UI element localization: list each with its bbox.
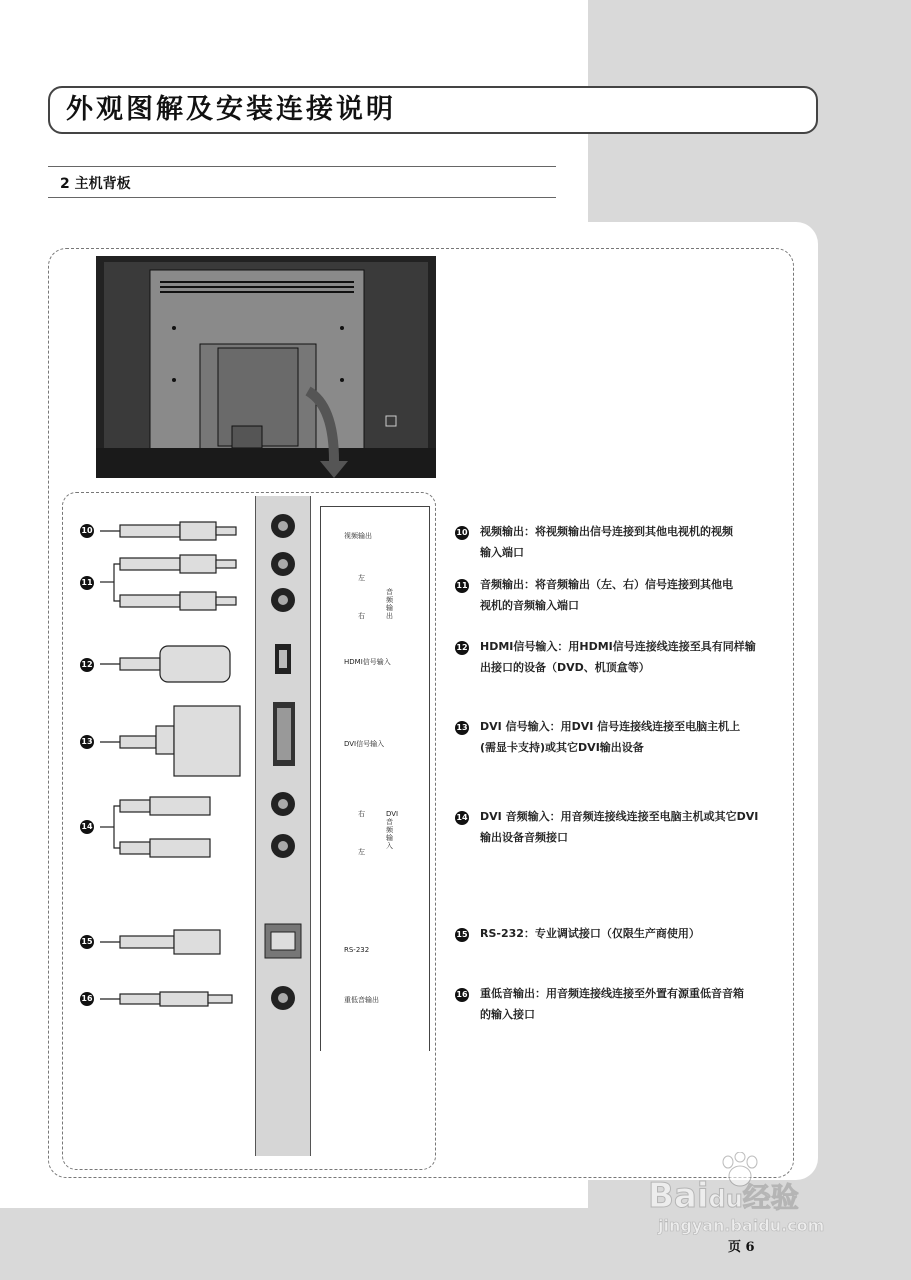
- label-dvi-audio-left: 左: [358, 848, 365, 856]
- page-number: 页 6: [728, 1240, 755, 1255]
- section-rule-bottom: [48, 197, 556, 198]
- label-dvi-in: DVI信号输入: [344, 740, 385, 748]
- section-title: 2 主机背板: [60, 176, 131, 192]
- desc-number-16: 16: [455, 988, 469, 1002]
- callout-number-16: 16: [80, 992, 94, 1006]
- callout-number-11: 11: [80, 576, 94, 590]
- label-audio-right: 右: [358, 612, 365, 620]
- label-subwoofer-out: 重低音输出: [344, 996, 379, 1004]
- desc-number-14: 14: [455, 811, 469, 825]
- section-rule-top: [48, 166, 556, 167]
- panel-ports: [255, 496, 311, 1016]
- baidu-jingyan-watermark: Baidu经验 jingyan.baidu.com: [640, 1150, 860, 1240]
- label-dvi-audio-in: DVI音频输入: [386, 810, 399, 850]
- desc-number-13: 13: [455, 721, 469, 735]
- label-rs232: RS-232: [344, 946, 370, 954]
- desc-dvi-audio-input: DVI 音频输入：用音频连接线连接至电脑主机或其它DVI 输出设备音频接口: [480, 810, 759, 844]
- desc-number-10: 10: [455, 526, 469, 540]
- desc-video-output: 视频输出：将视频输出信号连接到其他电视机的视频 输入端口: [480, 525, 733, 559]
- label-hdmi-in: HDMI信号输入: [344, 658, 391, 666]
- cable-illustrations: [100, 500, 250, 1020]
- label-audio-left: 左: [358, 574, 365, 582]
- label-audio-out: 音频输出: [386, 588, 393, 620]
- callout-number-13: 13: [80, 735, 94, 749]
- desc-subwoofer-output: 重低音输出：用音频连接线连接至外置有源重低音音箱 的输入接口: [480, 987, 744, 1021]
- desc-rs232: RS-232：专业调试接口（仅限生产商使用）: [480, 927, 700, 940]
- desc-number-11: 11: [455, 579, 469, 593]
- callout-number-14: 14: [80, 820, 94, 834]
- label-video-out: 视频输出: [344, 532, 372, 540]
- callout-number-15: 15: [80, 935, 94, 949]
- desc-number-15: 15: [455, 928, 469, 942]
- tv-back-illustration: [96, 256, 436, 478]
- port-label-card: [320, 506, 430, 1051]
- desc-hdmi-input: HDMI信号输入：用HDMI信号连接线连接至具有同样输 出接口的设备（DVD、机顶盒等）: [480, 640, 756, 674]
- desc-number-12: 12: [455, 641, 469, 655]
- callout-number-10: 10: [80, 524, 94, 538]
- callout-number-12: 12: [80, 658, 94, 672]
- desc-dvi-input: DVI 信号输入：用DVI 信号连接线连接至电脑主机上 (需显卡支持)或其它DVI输出设备: [480, 720, 741, 754]
- desc-audio-output: 音频输出：将音频输出（左、右）信号连接到其他电 视机的音频输入端口: [480, 578, 733, 612]
- label-dvi-audio-right: 右: [358, 810, 365, 818]
- page-title: 外观图解及安装连接说明: [66, 94, 396, 125]
